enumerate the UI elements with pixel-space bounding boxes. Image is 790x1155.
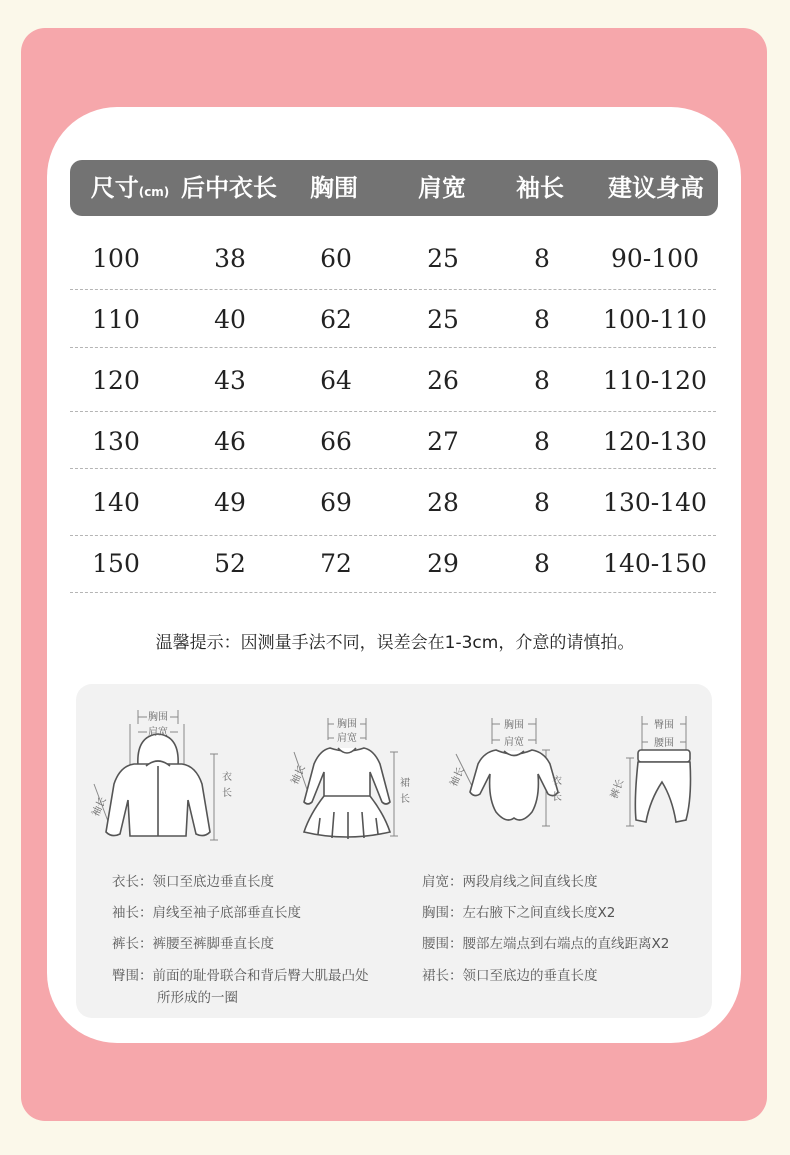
table-row — [70, 534, 716, 594]
cell-back-length: 43 — [214, 366, 246, 395]
cell-height: 120-130 — [603, 427, 707, 456]
note-hip-continued: 所形成的一圈 — [157, 990, 238, 1006]
header-sleeve: 袖长 — [516, 174, 564, 202]
dress-diagram-icon — [290, 714, 410, 842]
row-divider — [70, 347, 716, 348]
note-pants-length — [112, 934, 274, 954]
jacket-label-length: 衣 — [222, 772, 232, 783]
note-waist — [422, 934, 669, 954]
note-key: 胸围： — [422, 905, 463, 921]
cell-sleeve: 8 — [534, 305, 550, 334]
cell-height: 90-100 — [611, 244, 699, 273]
row-divider — [70, 592, 716, 593]
dress-label-shoulder: 肩宽 — [337, 733, 357, 744]
cell-size: 100 — [92, 244, 140, 273]
cell-chest: 60 — [320, 244, 352, 273]
note-length — [112, 872, 274, 892]
cell-size: 130 — [92, 427, 140, 456]
note-text: 领口至底边垂直长度 — [152, 874, 274, 890]
note-text: 肩线至袖子底部垂直长度 — [152, 905, 301, 921]
dress-label-sleeve: 袖长 — [289, 763, 308, 787]
cell-shoulder: 27 — [427, 427, 459, 456]
note-sleeve — [112, 903, 301, 923]
header-size-label: 尺寸 — [90, 174, 139, 202]
header-size — [78, 160, 182, 216]
header-back-length: 后中衣长 — [181, 174, 277, 202]
cell-back-length: 38 — [214, 244, 246, 273]
note-key: 裤长： — [112, 936, 153, 952]
cell-back-length: 40 — [214, 305, 246, 334]
jacket-label-shoulder: 肩宽 — [148, 727, 168, 738]
note-text: 左右腋下之间直线长度X2 — [462, 905, 616, 921]
cell-chest: 66 — [320, 427, 352, 456]
header-chest: 胸围 — [310, 174, 358, 202]
table-row — [70, 229, 716, 289]
jacket-label-chest: 胸围 — [148, 712, 168, 723]
pants-label-waist: 腰围 — [654, 738, 674, 749]
pants-diagram-icon — [606, 710, 702, 834]
cell-height: 110-120 — [603, 366, 707, 395]
jacket-label-sleeve: 袖长 — [90, 795, 109, 819]
cell-back-length: 46 — [214, 427, 246, 456]
note-shoulder — [422, 872, 598, 892]
note-chest — [422, 903, 615, 923]
size-table-header — [70, 160, 718, 216]
romper-label-sleeve: 袖长 — [448, 765, 467, 789]
cell-sleeve: 8 — [534, 244, 550, 273]
cell-back-length: 52 — [214, 549, 246, 578]
note-text: 领口至底边的垂直长度 — [462, 968, 598, 984]
note-text: 两段肩线之间直线长度 — [462, 874, 598, 890]
note-text: 裤腰至裤脚垂直长度 — [152, 936, 274, 952]
pants-label-hip: 臀围 — [654, 720, 674, 731]
jacket-label-length-2: 长 — [222, 788, 232, 799]
romper-diagram-icon — [450, 714, 580, 830]
cell-shoulder: 25 — [427, 244, 459, 273]
romper-label-chest: 胸围 — [504, 720, 524, 731]
cell-shoulder: 28 — [427, 488, 459, 517]
header-unit: (cm) — [138, 185, 170, 199]
dress-label-length-2: 长 — [400, 794, 410, 805]
cell-back-length: 49 — [214, 488, 246, 517]
note-skirt-length — [422, 966, 598, 986]
cell-height: 100-110 — [603, 305, 707, 334]
cell-height: 130-140 — [603, 488, 707, 517]
romper-label-length-2: 长 — [552, 792, 562, 803]
note-key: 衣长： — [112, 874, 153, 890]
note-key: 袖长： — [112, 905, 153, 921]
cell-sleeve: 8 — [534, 488, 550, 517]
note-hip — [112, 966, 369, 986]
cell-chest: 72 — [320, 549, 352, 578]
table-row — [70, 412, 716, 472]
table-row — [70, 351, 716, 411]
note-key: 腰围： — [422, 936, 463, 952]
note-text: 腰部左端点到右端点的直线距离X2 — [462, 936, 670, 952]
header-shoulder: 肩宽 — [418, 174, 466, 202]
cell-size: 120 — [92, 366, 140, 395]
cell-sleeve: 8 — [534, 549, 550, 578]
cell-shoulder: 25 — [427, 305, 459, 334]
cell-height: 140-150 — [603, 549, 707, 578]
cell-size: 110 — [92, 305, 140, 334]
cell-size: 140 — [92, 488, 140, 517]
cell-sleeve: 8 — [534, 427, 550, 456]
cell-shoulder: 26 — [427, 366, 459, 395]
romper-label-shoulder: 肩宽 — [504, 737, 524, 748]
dress-label-chest: 胸围 — [337, 719, 357, 730]
dress-label-length: 裙 — [400, 778, 410, 789]
jacket-diagram-icon — [90, 704, 230, 850]
cell-chest: 62 — [320, 305, 352, 334]
cell-shoulder: 29 — [427, 549, 459, 578]
pants-label-length: 裤长 — [609, 777, 627, 801]
cell-chest: 69 — [320, 488, 352, 517]
header-height: 建议身高 — [608, 174, 704, 202]
measurement-tip: 温馨提示：因测量手法不同，误差会在1-3cm，介意的请慎拍。 — [155, 633, 635, 653]
cell-sleeve: 8 — [534, 366, 550, 395]
note-key: 臀围： — [112, 968, 153, 984]
romper-label-length: 衣 — [552, 776, 562, 787]
row-divider — [70, 468, 716, 469]
cell-chest: 64 — [320, 366, 352, 395]
note-key: 裙长： — [422, 968, 463, 984]
table-row — [70, 473, 716, 533]
note-text: 前面的耻骨联合和背后臀大肌最凸处 — [152, 968, 369, 984]
note-key: 肩宽： — [422, 874, 463, 890]
cell-size: 150 — [92, 549, 140, 578]
table-row — [70, 290, 716, 350]
